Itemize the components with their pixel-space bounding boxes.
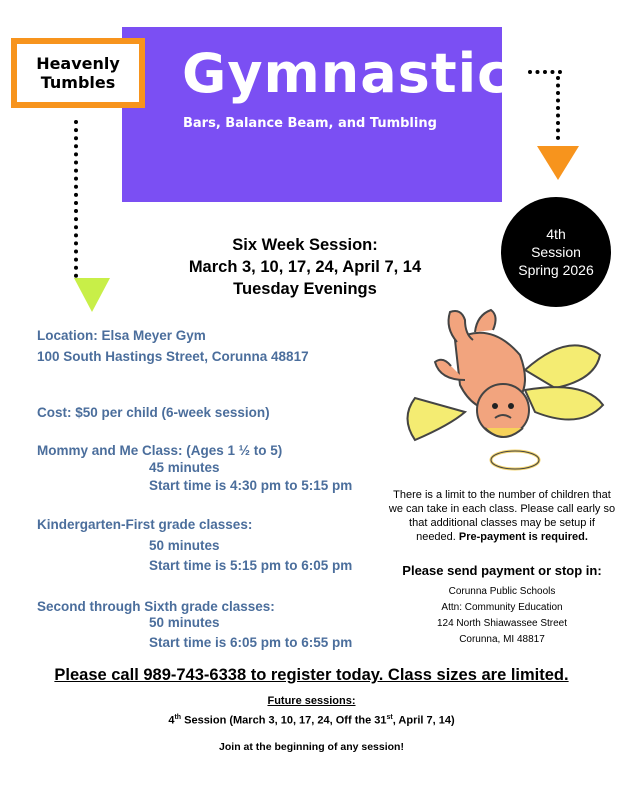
- kinder-class-time: Start time is 5:15 pm to 6:05 pm: [149, 558, 353, 573]
- session-dates: March 3, 10, 17, 24, April 7, 14: [188, 258, 422, 276]
- kinder-class-duration: 50 minutes: [149, 538, 220, 553]
- logo-text: [36, 54, 120, 92]
- mommy-class-time: Start time is 4:30 pm to 5:15 pm: [149, 478, 353, 493]
- page-subtitle: Bars, Balance Beam, and Tumbling: [183, 116, 437, 131]
- logo-line-2: Tumbles: [40, 73, 116, 92]
- future-end: , April 7, 14): [392, 714, 455, 727]
- session-badge-line-1: 4th: [546, 226, 566, 242]
- page-title: Gymnastics: [182, 42, 544, 105]
- session-time: Tuesday Evenings: [233, 280, 377, 298]
- second-class-duration: 50 minutes: [149, 615, 220, 630]
- tumbling-angel-icon: [395, 300, 605, 480]
- mommy-class-title: Mommy and Me Class: (Ages 1 ½ to 5): [37, 443, 283, 458]
- cost-text: Cost: $50 per child (6-week session): [37, 405, 270, 420]
- future-mid: Session (March 3, 10, 17, 24, Off the 31: [181, 714, 387, 727]
- future-prefix-sup: th: [174, 714, 182, 721]
- register-call-line: Please call 989-743-6338 to register today. Class sizes are limited.: [54, 666, 569, 684]
- future-prefix: 4: [168, 714, 175, 727]
- class-limit-notice: [388, 488, 616, 544]
- session-badge: [501, 197, 611, 307]
- payment-heading: Please send payment or stop in:: [402, 563, 602, 578]
- location-address: 100 South Hastings Street, Corunna 48817: [37, 349, 309, 364]
- mommy-class-duration: 45 minutes: [149, 460, 220, 475]
- address-line-3: 124 North Shiawassee Street: [436, 618, 568, 629]
- triangle-down-icon: [537, 146, 579, 180]
- session-heading: Six Week Session:: [232, 236, 378, 254]
- address-line-4: Corunna, MI 48817: [459, 634, 545, 645]
- class-limit-text: There is a limit to the number of children that we can take in each class. Please call early so that additional classes may be setup if needed.: [388, 489, 616, 543]
- dotted-connector-left: [74, 120, 82, 278]
- second-class-title: Second through Sixth grade classes:: [37, 599, 275, 614]
- second-class-time: Start time is 6:05 pm to 6:55 pm: [149, 635, 353, 650]
- dotted-connector-right-vertical: [556, 76, 564, 140]
- address-line-1: Corunna Public Schools: [448, 586, 556, 597]
- logo: [11, 38, 145, 108]
- address-line-2: Attn: Community Education: [441, 602, 563, 613]
- session-badge-line-3: Spring 2026: [518, 262, 594, 278]
- session-info: [140, 234, 470, 300]
- future-session-line: [0, 711, 623, 728]
- future-mid-sup: st: [386, 714, 393, 721]
- prepayment-text: Pre-payment is required.: [458, 531, 588, 543]
- logo-line-1: Heavenly: [36, 54, 120, 73]
- session-badge-line-2: Session: [531, 244, 581, 260]
- kinder-class-title: Kindergarten-First grade classes:: [37, 517, 253, 532]
- triangle-down-icon: [74, 278, 110, 312]
- join-line: Join at the beginning of any session!: [219, 741, 404, 753]
- location-label: Location: Elsa Meyer Gym: [37, 328, 206, 343]
- payment-address: [388, 584, 616, 648]
- future-sessions-heading: Future sessions:: [267, 695, 356, 707]
